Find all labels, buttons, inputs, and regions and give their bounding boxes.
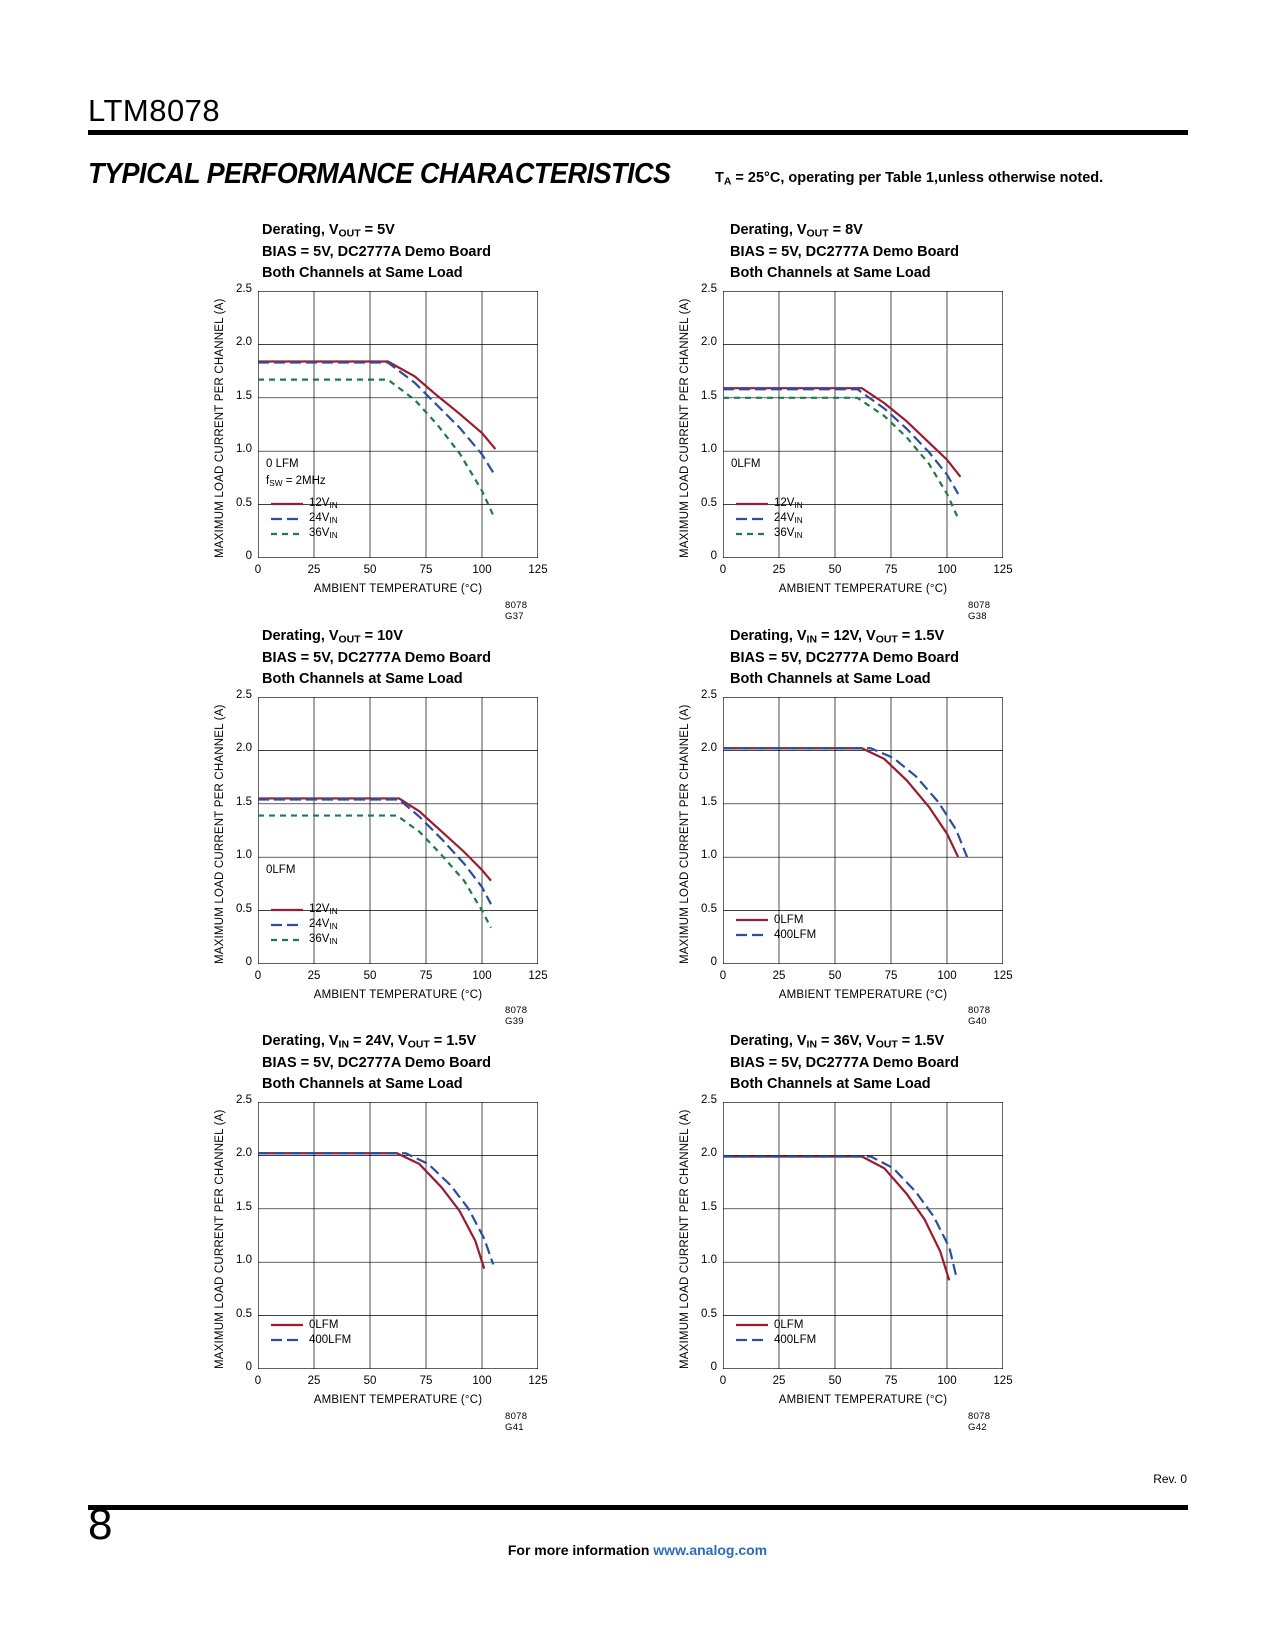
x-tick-label: 50 <box>828 564 842 576</box>
legend-item <box>270 1332 351 1347</box>
chart-caption <box>262 1031 582 1094</box>
legend-label: $12V_{IN}$ <box>774 497 803 510</box>
chart-caption-line: BIAS = 5V, DC2777A Demo Board <box>730 1055 959 1072</box>
legend-label: $12V_{IN}$ <box>309 497 338 510</box>
y-tick-label: 0 <box>710 550 717 562</box>
chart-caption-line: Both Channels at Same Load <box>262 1075 463 1092</box>
chart-caption-line: BIAS = 5V, DC2777A Demo Board <box>730 244 959 261</box>
chart-series-line <box>723 748 967 857</box>
header-divider <box>88 130 1188 135</box>
y-tick-label: 0.5 <box>236 902 252 915</box>
legend-label: 400LFM <box>309 1333 352 1346</box>
y-axis-label: MAXIMUM LOAD CURRENT PER CHANNEL (A) <box>214 1109 226 1369</box>
legend-swatch <box>270 514 304 524</box>
chart-legend <box>270 902 338 947</box>
legend-label: $12V_{IN}$ <box>309 903 338 916</box>
chart-caption-line: Both Channels at Same Load <box>262 670 463 687</box>
legend-swatch <box>735 514 769 524</box>
legend-item <box>735 1317 816 1332</box>
y-tick-label: 0 <box>245 956 252 968</box>
y-tick-label: 1.5 <box>236 1200 252 1213</box>
legend-swatch <box>735 930 769 940</box>
x-tick-label: 75 <box>419 970 433 982</box>
y-tick-label: 1.0 <box>236 443 252 456</box>
chart-series-line <box>723 389 958 494</box>
footer-info-prefix: For more information <box>507 1542 654 1558</box>
y-axis-label: MAXIMUM LOAD CURRENT PER CHANNEL (A) <box>679 1109 691 1369</box>
y-tick-label: 1.0 <box>701 1254 717 1267</box>
x-tick-label: 75 <box>419 564 433 576</box>
y-tick-label: 1.0 <box>236 849 252 862</box>
legend-swatch <box>270 529 304 539</box>
x-tick-label: 75 <box>884 1375 898 1387</box>
chart-series-line <box>258 380 493 516</box>
y-tick-label: 1.5 <box>701 389 717 402</box>
y-axis-label: MAXIMUM LOAD CURRENT PER CHANNEL (A) <box>214 298 226 558</box>
y-tick-label: 1.0 <box>701 443 717 456</box>
page-number: 8 <box>88 1500 113 1549</box>
legend-swatch <box>735 915 769 925</box>
legend-label: $24V_{IN}$ <box>774 512 803 525</box>
x-tick-label: 0 <box>719 1375 727 1387</box>
page-title: LTM8078 <box>88 93 221 128</box>
chart-caption <box>262 626 582 689</box>
x-tick-label: 25 <box>307 970 321 982</box>
section-heading: TYPICAL PERFORMANCE CHARACTERISTICS <box>88 158 671 190</box>
x-axis-label: AMBIENT TEMPERATURE (°C) <box>778 583 948 595</box>
y-tick-label: 2.0 <box>236 742 252 755</box>
y-tick-label: 0.5 <box>236 496 252 509</box>
legend-swatch <box>735 499 769 509</box>
analog-website-link[interactable]: www.analog.com <box>653 1542 768 1558</box>
x-tick-label: 50 <box>828 1375 842 1387</box>
legend-label: 0LFM <box>774 913 804 926</box>
chart-caption-line: Derating, $V_{OUT} = 10V$ <box>262 628 403 646</box>
chart-caption-line: BIAS = 5V, DC2777A Demo Board <box>262 650 491 667</box>
y-tick-label: 0 <box>710 956 717 968</box>
x-tick-label: 0 <box>719 564 727 576</box>
chart-legend <box>270 496 338 541</box>
legend-item <box>270 902 338 917</box>
y-tick-label: 0 <box>245 1361 252 1373</box>
y-tick-label: 0.5 <box>701 1307 717 1320</box>
y-tick-label: 1.5 <box>701 795 717 808</box>
legend-item <box>735 496 803 511</box>
legend-label: 400LFM <box>774 928 817 941</box>
chart-caption <box>730 626 1050 689</box>
legend-label: $24V_{IN}$ <box>309 918 338 931</box>
legend-item <box>270 526 338 541</box>
x-tick-label: 100 <box>472 970 492 982</box>
x-tick-label: 25 <box>772 564 786 576</box>
x-tick-label: 50 <box>363 970 377 982</box>
legend-item <box>735 526 803 541</box>
y-tick-label: 2.5 <box>236 283 252 295</box>
x-tick-label: 0 <box>254 564 262 576</box>
x-tick-label: 50 <box>363 564 377 576</box>
x-tick-label: 25 <box>772 1375 786 1387</box>
x-tick-label: 125 <box>993 1375 1013 1387</box>
legend-item <box>270 496 338 511</box>
legend-label: 0LFM <box>774 1318 804 1331</box>
x-tick-label: 25 <box>307 1375 321 1387</box>
legend-label: 0LFM <box>309 1318 339 1331</box>
x-tick-label: 0 <box>254 970 262 982</box>
y-axis-label: MAXIMUM LOAD CURRENT PER CHANNEL (A) <box>214 704 226 964</box>
y-tick-label: 2.0 <box>236 336 252 349</box>
chart-legend <box>735 912 816 942</box>
chart-id-label: 8078 G40 <box>968 1005 991 1027</box>
x-axis-label: AMBIENT TEMPERATURE (°C) <box>313 583 483 595</box>
x-tick-label: 75 <box>884 564 898 576</box>
chart-caption-line: Both Channels at Same Load <box>262 264 463 281</box>
chart-annotation: 0LFM <box>266 864 296 876</box>
legend-label: $36V_{IN}$ <box>309 527 338 540</box>
x-axis-label: AMBIENT TEMPERATURE (°C) <box>313 989 483 1001</box>
x-tick-label: 125 <box>528 1375 548 1387</box>
chart-series-line <box>723 748 958 857</box>
y-axis-label: MAXIMUM LOAD CURRENT PER CHANNEL (A) <box>679 704 691 964</box>
x-tick-label: 50 <box>828 970 842 982</box>
x-axis-label: AMBIENT TEMPERATURE (°C) <box>313 1394 483 1406</box>
chart-annotation: $f_{SW} = 2MHz$ <box>266 475 326 488</box>
chart-caption-line: BIAS = 5V, DC2777A Demo Board <box>262 244 491 261</box>
legend-item <box>270 932 338 947</box>
legend-item <box>270 511 338 526</box>
y-tick-label: 2.0 <box>701 742 717 755</box>
y-tick-label: 1.0 <box>236 1254 252 1267</box>
legend-swatch <box>270 499 304 509</box>
chart-id-label: 8078 G41 <box>505 1411 528 1433</box>
y-tick-label: 2.0 <box>701 1147 717 1160</box>
chart-id-label: 8078 G38 <box>968 600 991 622</box>
legend-item <box>270 917 338 932</box>
x-tick-label: 0 <box>719 970 727 982</box>
revision-label: Rev. 0 <box>1153 1472 1187 1486</box>
chart-caption-line: Both Channels at Same Load <box>730 670 931 687</box>
x-tick-label: 25 <box>307 564 321 576</box>
y-tick-label: 0.5 <box>701 496 717 509</box>
x-axis-label: AMBIENT TEMPERATURE (°C) <box>778 1394 948 1406</box>
y-tick-label: 2.5 <box>701 283 717 295</box>
y-tick-label: 2.5 <box>701 1094 717 1106</box>
legend-swatch <box>270 1335 304 1345</box>
legend-swatch <box>270 905 304 915</box>
x-tick-label: 100 <box>937 1375 957 1387</box>
chart-caption-line: Derating, $V_{OUT} = 5V$ <box>262 222 395 240</box>
y-tick-label: 1.5 <box>701 1200 717 1213</box>
chart-caption <box>730 1031 1050 1094</box>
section-conditions-text: = 25°C, operating per Table 1,unless otherwise noted. <box>731 170 1104 186</box>
chart-caption-line: BIAS = 5V, DC2777A Demo Board <box>730 650 959 667</box>
y-tick-label: 2.5 <box>236 1094 252 1106</box>
chart-series-line <box>723 1156 949 1280</box>
legend-swatch <box>270 920 304 930</box>
x-tick-label: 75 <box>419 1375 433 1387</box>
legend-swatch <box>270 1320 304 1330</box>
x-tick-label: 50 <box>363 1375 377 1387</box>
x-tick-label: 125 <box>528 564 548 576</box>
chart-legend <box>270 1317 351 1347</box>
chart-series-line <box>258 361 495 449</box>
legend-item <box>735 1332 816 1347</box>
x-axis-label: AMBIENT TEMPERATURE (°C) <box>778 989 948 1001</box>
footer-divider <box>88 1505 1188 1510</box>
y-tick-label: 2.0 <box>701 336 717 349</box>
y-tick-label: 2.5 <box>236 689 252 701</box>
chart-caption-line: Derating, $V_{IN} = 24V$, $V_{OUT} = 1.5V$ <box>262 1033 477 1051</box>
y-tick-label: 1.5 <box>236 795 252 808</box>
chart-annotation: 0 LFM <box>266 458 299 470</box>
chart-id-label: 8078 G37 <box>505 600 528 622</box>
y-tick-label: 0 <box>710 1361 717 1373</box>
y-tick-label: 2.0 <box>236 1147 252 1160</box>
legend-swatch <box>270 935 304 945</box>
y-tick-label: 0.5 <box>701 902 717 915</box>
legend-swatch <box>735 1320 769 1330</box>
x-tick-label: 25 <box>772 970 786 982</box>
legend-label: $24V_{IN}$ <box>309 512 338 525</box>
legend-item <box>735 511 803 526</box>
x-tick-label: 100 <box>472 564 492 576</box>
chart-id-label: 8078 G39 <box>505 1005 528 1027</box>
legend-label: 400LFM <box>774 1333 817 1346</box>
x-tick-label: 125 <box>993 970 1013 982</box>
x-tick-label: 75 <box>884 970 898 982</box>
x-tick-label: 100 <box>937 564 957 576</box>
y-tick-label: 0.5 <box>236 1307 252 1320</box>
chart-caption-line: Derating, $V_{IN} = 36V$, $V_{OUT} = 1.5V$ <box>730 1033 945 1051</box>
chart-caption-line: Derating, $V_{IN} = 12V$, $V_{OUT} = 1.5V$ <box>730 628 945 646</box>
legend-label: $36V_{IN}$ <box>774 527 803 540</box>
footer-info <box>0 1542 1275 1558</box>
section-conditions: $T_A = 25^\circ C$, operating per Table 1,unless otherwise noted. <box>715 170 1104 188</box>
chart-legend <box>735 1317 816 1347</box>
chart-annotation: 0LFM <box>731 458 761 470</box>
chart-caption-line: Derating, $V_{OUT} = 8V$ <box>730 222 863 240</box>
chart-caption-line: Both Channels at Same Load <box>730 264 931 281</box>
x-tick-label: 100 <box>472 1375 492 1387</box>
chart-id-label: 8078 G42 <box>968 1411 991 1433</box>
x-tick-label: 125 <box>528 970 548 982</box>
y-tick-label: 1.0 <box>701 849 717 862</box>
legend-swatch <box>735 529 769 539</box>
legend-item <box>735 927 816 942</box>
legend-swatch <box>735 1335 769 1345</box>
chart-series-line <box>258 1153 484 1268</box>
chart-legend <box>735 496 803 541</box>
y-tick-label: 0 <box>245 550 252 562</box>
y-tick-label: 1.5 <box>236 389 252 402</box>
y-axis-label: MAXIMUM LOAD CURRENT PER CHANNEL (A) <box>679 298 691 558</box>
chart-caption-line: BIAS = 5V, DC2777A Demo Board <box>262 1055 491 1072</box>
chart-caption <box>262 220 562 283</box>
x-tick-label: 0 <box>254 1375 262 1387</box>
x-tick-label: 125 <box>993 564 1013 576</box>
y-tick-label: 2.5 <box>701 689 717 701</box>
chart-caption <box>730 220 1030 283</box>
chart-caption-line: Both Channels at Same Load <box>730 1075 931 1092</box>
legend-label: $36V_{IN}$ <box>309 933 338 946</box>
x-tick-label: 100 <box>937 970 957 982</box>
legend-item <box>270 1317 351 1332</box>
legend-item <box>735 912 816 927</box>
